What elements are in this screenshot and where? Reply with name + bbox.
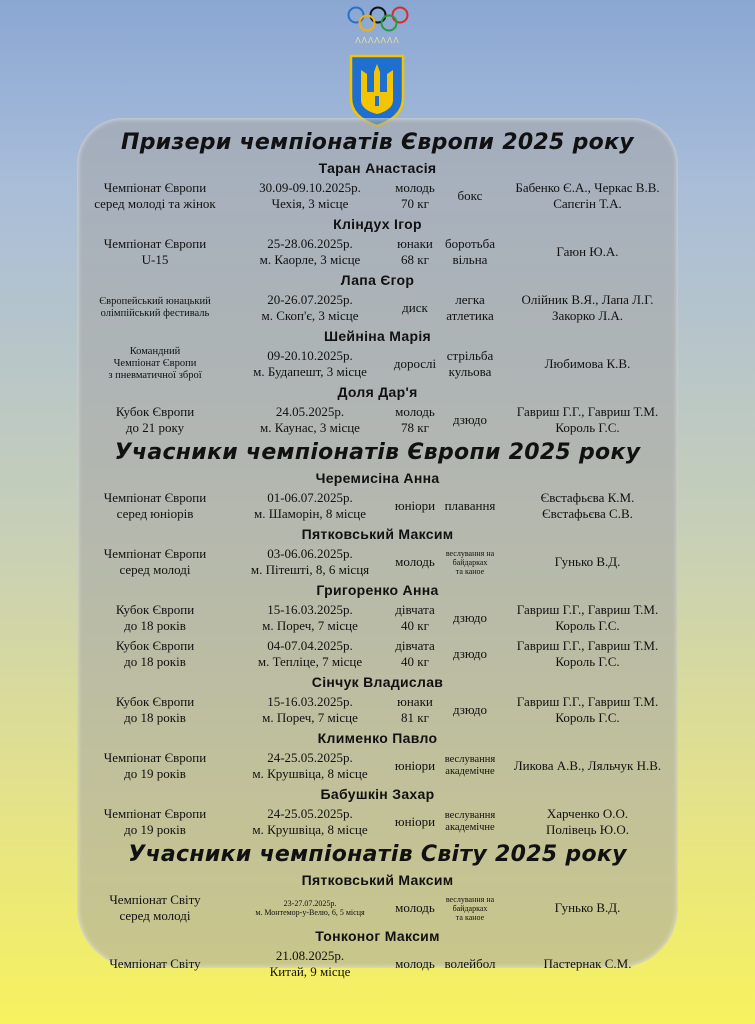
sport-line: атлетика (446, 308, 494, 323)
date-place-cell (230, 546, 390, 578)
coach-line: Гунько В.Д. (554, 554, 621, 569)
age-category-line: юніори (394, 498, 436, 513)
sport-cell (440, 702, 500, 718)
date-place-cell (230, 638, 390, 670)
section-title: Учасники чемпіонатів Світу 2025 року (128, 842, 627, 867)
date-place-line: 20-26.07.2025р. (267, 292, 353, 307)
result-row (80, 346, 675, 382)
coach-cell (500, 900, 675, 916)
age-category-line: 68 кг (401, 252, 429, 267)
coach-cell (500, 244, 675, 260)
age-category-line: юнаки (397, 694, 433, 709)
age-category-cell (390, 956, 440, 972)
header-logos (0, 0, 755, 132)
athlete-name: Таран Анастасія (318, 160, 437, 176)
sport-line: кульова (448, 364, 492, 379)
date-place-cell (230, 292, 390, 324)
age-category-cell (390, 236, 440, 268)
result-row (80, 178, 675, 214)
age-category-cell (390, 638, 440, 670)
sport-line: та каное (455, 566, 485, 576)
coach-line: Ликова А.В., Ляльчук Н.В. (513, 758, 662, 773)
event-cell (80, 750, 230, 782)
athlete-name: Лапа Єгор (340, 272, 415, 288)
date-place-line: м. Будапешт, 3 місце (253, 364, 367, 379)
sport-line: веслування на (445, 548, 495, 558)
coach-cell (500, 180, 675, 212)
coach-cell (500, 356, 675, 372)
event-line: U-15 (141, 252, 169, 267)
coach-line: Гавриш Г.Г., Гавриш Т.М. (516, 694, 659, 709)
age-category-line: дівчата (395, 602, 435, 617)
age-category-line: молодь (395, 554, 435, 569)
sport-cell (440, 754, 500, 778)
event-line: до 18 років (124, 618, 186, 633)
event-cell (80, 236, 230, 268)
event-cell (80, 346, 230, 382)
event-line: Європейський юнацький (99, 296, 211, 307)
age-category-cell (390, 498, 440, 514)
section-title: Призери чемпіонатів Європи 2025 року (121, 130, 634, 155)
sport-line: плавання (444, 498, 496, 513)
coach-cell (500, 602, 675, 634)
age-category-line: молодь (395, 404, 435, 419)
coach-line: Король Г.С. (555, 710, 620, 725)
coach-cell (500, 956, 675, 972)
event-line: серед молоді (119, 908, 191, 923)
date-place-cell (230, 750, 390, 782)
sport-line: веслування на (445, 894, 495, 904)
age-category-line: 81 кг (401, 710, 429, 725)
event-cell (80, 296, 230, 320)
date-place-line: 24-25.05.2025р. (267, 806, 353, 821)
coach-line: Сапєгін Т.А. (553, 196, 622, 211)
event-line: Кубок Європи (115, 694, 195, 709)
sport-line: веслування (444, 810, 496, 821)
result-row (80, 636, 675, 672)
result-row (80, 600, 675, 636)
event-cell (80, 638, 230, 670)
result-row (80, 234, 675, 270)
coach-line: Олійник В.Я., Лапа Л.Г. (521, 292, 654, 307)
date-place-cell (230, 404, 390, 436)
date-place-line: 15-16.03.2025р. (267, 694, 353, 709)
date-place-line: м. Каунас, 3 місце (260, 420, 360, 435)
sport-cell (440, 412, 500, 428)
coach-line: Харченко О.О. (546, 806, 629, 821)
sport-line: дзюдо (452, 412, 488, 427)
coach-line: Гунько В.Д. (554, 900, 621, 915)
event-line: з пневматичної зброї (108, 370, 202, 381)
event-line: серед молоді та жінок (94, 196, 216, 211)
coach-line: Євстафьєва С.В. (542, 506, 633, 521)
event-line: Кубок Європи (115, 404, 195, 419)
date-place-line: 04-07.04.2025р. (267, 638, 353, 653)
result-row (80, 290, 675, 326)
event-cell (80, 490, 230, 522)
date-place-cell (230, 694, 390, 726)
result-row (80, 544, 675, 580)
coach-cell (500, 404, 675, 436)
date-place-cell (230, 899, 390, 917)
age-category-cell (390, 300, 440, 316)
coach-line: Король Г.С. (555, 654, 620, 669)
event-line: Кубок Європи (115, 602, 195, 617)
athlete-name: Черемисіна Анна (315, 470, 440, 486)
event-cell (80, 694, 230, 726)
age-category-line: 78 кг (401, 420, 429, 435)
sport-cell (440, 236, 500, 268)
age-category-line: молодь (395, 180, 435, 195)
date-place-line: 03-06.06.2025р. (267, 546, 353, 561)
sport-line: дзюдо (452, 646, 488, 661)
sport-cell (440, 610, 500, 626)
sport-cell (440, 188, 500, 204)
event-line: серед молоді (119, 562, 191, 577)
coach-line: Король Г.С. (555, 420, 620, 435)
sport-line: та каное (455, 912, 485, 922)
result-row (80, 402, 675, 438)
date-place-cell (230, 602, 390, 634)
result-row (80, 748, 675, 784)
coach-line: Бабенко Є.А., Черкас В.В. (515, 180, 660, 195)
age-category-line: юнаки (397, 236, 433, 251)
event-line: Чемпіонат Європи (103, 806, 207, 821)
sport-line: дзюдо (452, 702, 488, 717)
date-place-line: 24.05.2025р. (275, 404, 345, 419)
date-place-line: 15-16.03.2025р. (267, 602, 353, 617)
date-place-cell (230, 490, 390, 522)
coach-cell (500, 292, 675, 324)
athlete-name: Пятковський Максим (301, 526, 454, 542)
date-place-line: 25-28.06.2025р. (267, 236, 353, 251)
date-place-line: м. Каорле, 3 місце (259, 252, 361, 267)
event-line: олімпійський фестиваль (100, 308, 210, 319)
trident-emblem-icon (347, 52, 407, 128)
result-row (80, 890, 675, 926)
event-line: Чемпіонат Європи (103, 750, 207, 765)
coach-line: Полівець Ю.О. (545, 822, 630, 837)
athlete-name: Клименко Павло (317, 730, 438, 746)
coach-cell (500, 806, 675, 838)
age-category-cell (390, 554, 440, 570)
date-place-line: м. Пореч, 7 місце (262, 618, 358, 633)
age-category-line: юніори (394, 814, 436, 829)
coach-line: Гавриш Г.Г., Гавриш Т.М. (516, 404, 659, 419)
result-row (80, 488, 675, 524)
age-category-cell (390, 900, 440, 916)
age-category-cell (390, 356, 440, 372)
coach-cell (500, 758, 675, 774)
coach-cell (500, 554, 675, 570)
age-category-line: юніори (394, 758, 436, 773)
result-row (80, 692, 675, 728)
athlete-name: Пятковський Максим (301, 872, 454, 888)
age-category-cell (390, 180, 440, 212)
age-category-line: дівчата (395, 638, 435, 653)
event-cell (80, 602, 230, 634)
athlete-name: Тонконог Максим (315, 928, 440, 944)
age-category-line: 40 кг (401, 654, 429, 669)
coach-line: Закорко Л.А. (551, 308, 624, 323)
athlete-name: Кліндух Ігор (333, 216, 422, 232)
sport-cell (440, 549, 500, 576)
event-line: Чемпіонат Європи (103, 180, 207, 195)
age-category-cell (390, 694, 440, 726)
date-place-line: 21.08.2025р. (275, 948, 345, 963)
date-place-line: 23-27.07.2025р. (283, 899, 337, 908)
sport-cell (440, 348, 500, 380)
date-place-cell (230, 236, 390, 268)
athlete-name: Григоренко Анна (316, 582, 439, 598)
age-category-line: молодь (395, 900, 435, 915)
date-place-line: м. Крушвіца, 8 місце (252, 766, 368, 781)
sport-line: вільна (452, 252, 488, 267)
event-line: серед юніорів (116, 506, 194, 521)
sport-line: веслування (444, 754, 496, 765)
event-line: до 18 років (124, 710, 186, 725)
event-cell (80, 546, 230, 578)
date-place-line: 01-06.07.2025р. (267, 490, 353, 505)
sport-cell (440, 292, 500, 324)
date-place-line: 24-25.05.2025р. (267, 750, 353, 765)
age-category-cell (390, 404, 440, 436)
event-line: до 19 років (124, 766, 186, 781)
age-category-line: диск (402, 300, 428, 315)
coach-line: Любимова К.В. (544, 356, 631, 371)
event-line: Чемпіонат Європи (113, 358, 197, 369)
sport-line: академічне (445, 822, 495, 833)
date-place-line: м. Монтемор-у-Велю, 6, 5 місця (255, 908, 365, 917)
event-line: Чемпіонат Європи (103, 490, 207, 505)
event-line: Чемпіонат Світу (109, 892, 201, 907)
results-list (80, 128, 675, 982)
age-category-line: 40 кг (401, 618, 429, 633)
event-line: Командний (129, 346, 181, 357)
event-cell (80, 404, 230, 436)
coach-line: Євстафьєва К.М. (540, 490, 635, 505)
coach-cell (500, 638, 675, 670)
sport-cell (440, 956, 500, 972)
date-place-line: м. Скоп'є, 3 місце (261, 308, 359, 323)
event-line: Чемпіонат Європи (103, 236, 207, 251)
olympic-rings-icon (347, 5, 409, 35)
coach-line: Король Г.С. (555, 618, 620, 633)
section (80, 840, 675, 982)
age-category-cell (390, 758, 440, 774)
sport-line: байдарках (452, 557, 488, 567)
age-category-line: дорослі (393, 356, 437, 371)
event-line: Чемпіонат Світу (109, 956, 201, 971)
event-line: Кубок Європи (115, 638, 195, 653)
event-line: до 21 року (125, 420, 185, 435)
athlete-name: Бабушкін Захар (320, 786, 435, 802)
date-place-line: м. Тепліце, 7 місце (257, 654, 363, 669)
sport-line: боротьба (445, 236, 495, 251)
sport-line: стрільба (446, 348, 494, 363)
sport-cell (440, 498, 500, 514)
event-cell (80, 806, 230, 838)
date-place-cell (230, 348, 390, 380)
event-line: до 18 років (124, 654, 186, 669)
section (80, 438, 675, 840)
date-place-cell (230, 806, 390, 838)
sport-line: академічне (445, 766, 495, 777)
date-place-line: м. Крушвіца, 8 місце (252, 822, 368, 837)
date-place-line: м. Пітешті, 8, 6 місця (250, 562, 370, 577)
date-place-line: 30.09-09.10.2025р. (259, 180, 361, 195)
coach-line: Пастернак С.М. (543, 956, 632, 971)
sport-cell (440, 810, 500, 834)
sport-cell (440, 895, 500, 922)
age-category-cell (390, 814, 440, 830)
result-row (80, 946, 675, 982)
date-place-line: Чехія, 3 місце (271, 196, 349, 211)
result-row (80, 804, 675, 840)
coach-line: Гавриш Г.Г., Гавриш Т.М. (516, 602, 659, 617)
section (80, 128, 675, 438)
sport-cell (440, 646, 500, 662)
logo-caption: ΛΛΛΛΛΛΛ (355, 36, 400, 45)
athlete-name: Шейніна Марія (323, 328, 432, 344)
age-category-line: молодь (395, 956, 435, 971)
athlete-name: Доля Дар'я (337, 384, 418, 400)
event-cell (80, 892, 230, 924)
age-category-line: 70 кг (401, 196, 429, 211)
event-cell (80, 180, 230, 212)
event-line: до 19 років (124, 822, 186, 837)
coach-cell (500, 490, 675, 522)
coach-line: Гавриш Г.Г., Гавриш Т.М. (516, 638, 659, 653)
sport-line: волейбол (444, 956, 496, 971)
section-title: Учасники чемпіонатів Європи 2025 року (114, 440, 641, 465)
date-place-cell (230, 948, 390, 980)
sport-line: бокс (457, 188, 483, 203)
sport-line: байдарках (452, 903, 488, 913)
coach-line: Гаюн Ю.А. (556, 244, 619, 259)
date-place-line: 09-20.10.2025р. (267, 348, 353, 363)
athlete-name: Сінчук Владислав (311, 674, 444, 690)
sport-line: дзюдо (452, 610, 488, 625)
date-place-cell (230, 180, 390, 212)
date-place-line: м. Шаморін, 8 місце (254, 506, 366, 521)
age-category-cell (390, 602, 440, 634)
sport-line: легка (455, 292, 485, 307)
event-line: Чемпіонат Європи (103, 546, 207, 561)
event-cell (80, 956, 230, 972)
date-place-line: м. Пореч, 7 місце (262, 710, 358, 725)
coach-cell (500, 694, 675, 726)
date-place-line: Китай, 9 місце (269, 964, 351, 979)
